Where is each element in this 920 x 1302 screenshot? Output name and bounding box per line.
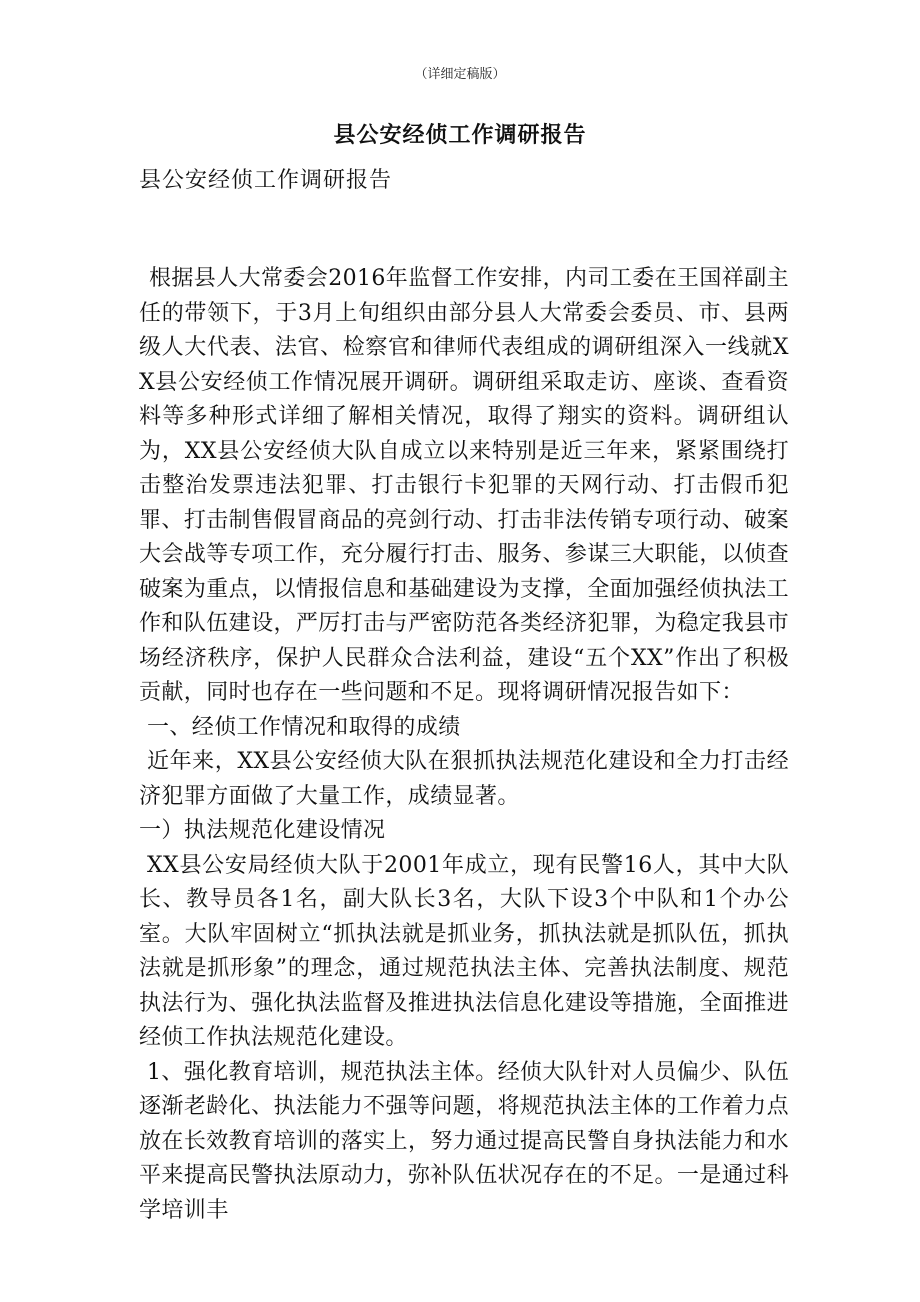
paragraph-training: 1、强化教育培训，规范执法主体。经侦大队针对人员偏少、队伍逐渐老龄化、执法能力不强等问题，将规范执法主体的工作着力点放在长效教育培训的落实上，努力通过提高民警自身执法能力和水平来提高民警执法原动力，弥补队伍状况存在的不足。一是通过科学培训丰 — [139, 1059, 789, 1223]
subsection-heading-1: 一）执法规范化建设情况 — [139, 818, 386, 843]
document-subtitle: 县公安经侦工作调研报告 — [139, 168, 393, 193]
paragraph-intro: 根据县人大常委会2016年监督工作安排，内司工委在王国祥副主任的带领下，于3月上旬组织由部分县人大常委会委员、市、县两级人大代表、法官、检察官和律师代表组成的调研组深入一线就XX县公安经侦工作情况展开调研。调研组采取走访、座谈、查看资料等多种形式详细了解相关情况，取得了翔实的资料。调研组认为，XX县公安经侦大队自成立以来特别是近三年来，紧紧围绕打击整治发票违法犯罪、打击银行卡犯罪的天网行动、打击假币犯罪、打击制售假冒商品的亮剑行动、打击非法传销专项行动、破案大会战等专项工作，充分履行打击、服务、参谋三大职能，以侦查破案为重点，以情报信息和基础建设为支撑，全面加强经侦执法工作和队伍建设，严厉打击与严密防范各类经济犯罪，为稳定我县市场经济秩序，保护人民群众合法利益，建设“五个XX”作出了积极贡献，同时也存在一些问题和不足。现将调研情况报告如下： — [139, 266, 789, 705]
section-heading-1: 一、经侦工作情况和取得的成绩 — [147, 714, 461, 740]
paragraph-recent-years: 近年来，XX县公安经侦大队在狠抓执法规范化建设和全力打击经济犯罪方面做了大量工作，成绩显著。 — [139, 749, 789, 809]
paragraph-brigade-info: XX县公安局经侦大队于2001年成立，现有民警16人，其中大队长、教导员各1名，副大队长3名，大队下设3个中队和1个办公室。大队牢固树立“抓执法就是抓业务，抓执法就是抓队伍，抓执法就是抓形象”的理念，通过规范执法主体、完善执法制度、规范执法行为、强化执法监督及推进执法信息化建设等措施，全面推进经侦工作执法规范化建设。 — [139, 852, 789, 1050]
document-title: 县公安经侦工作调研报告 — [333, 122, 587, 148]
document-body — [139, 262, 789, 1228]
header-note: （详细定稿版） — [414, 67, 506, 82]
